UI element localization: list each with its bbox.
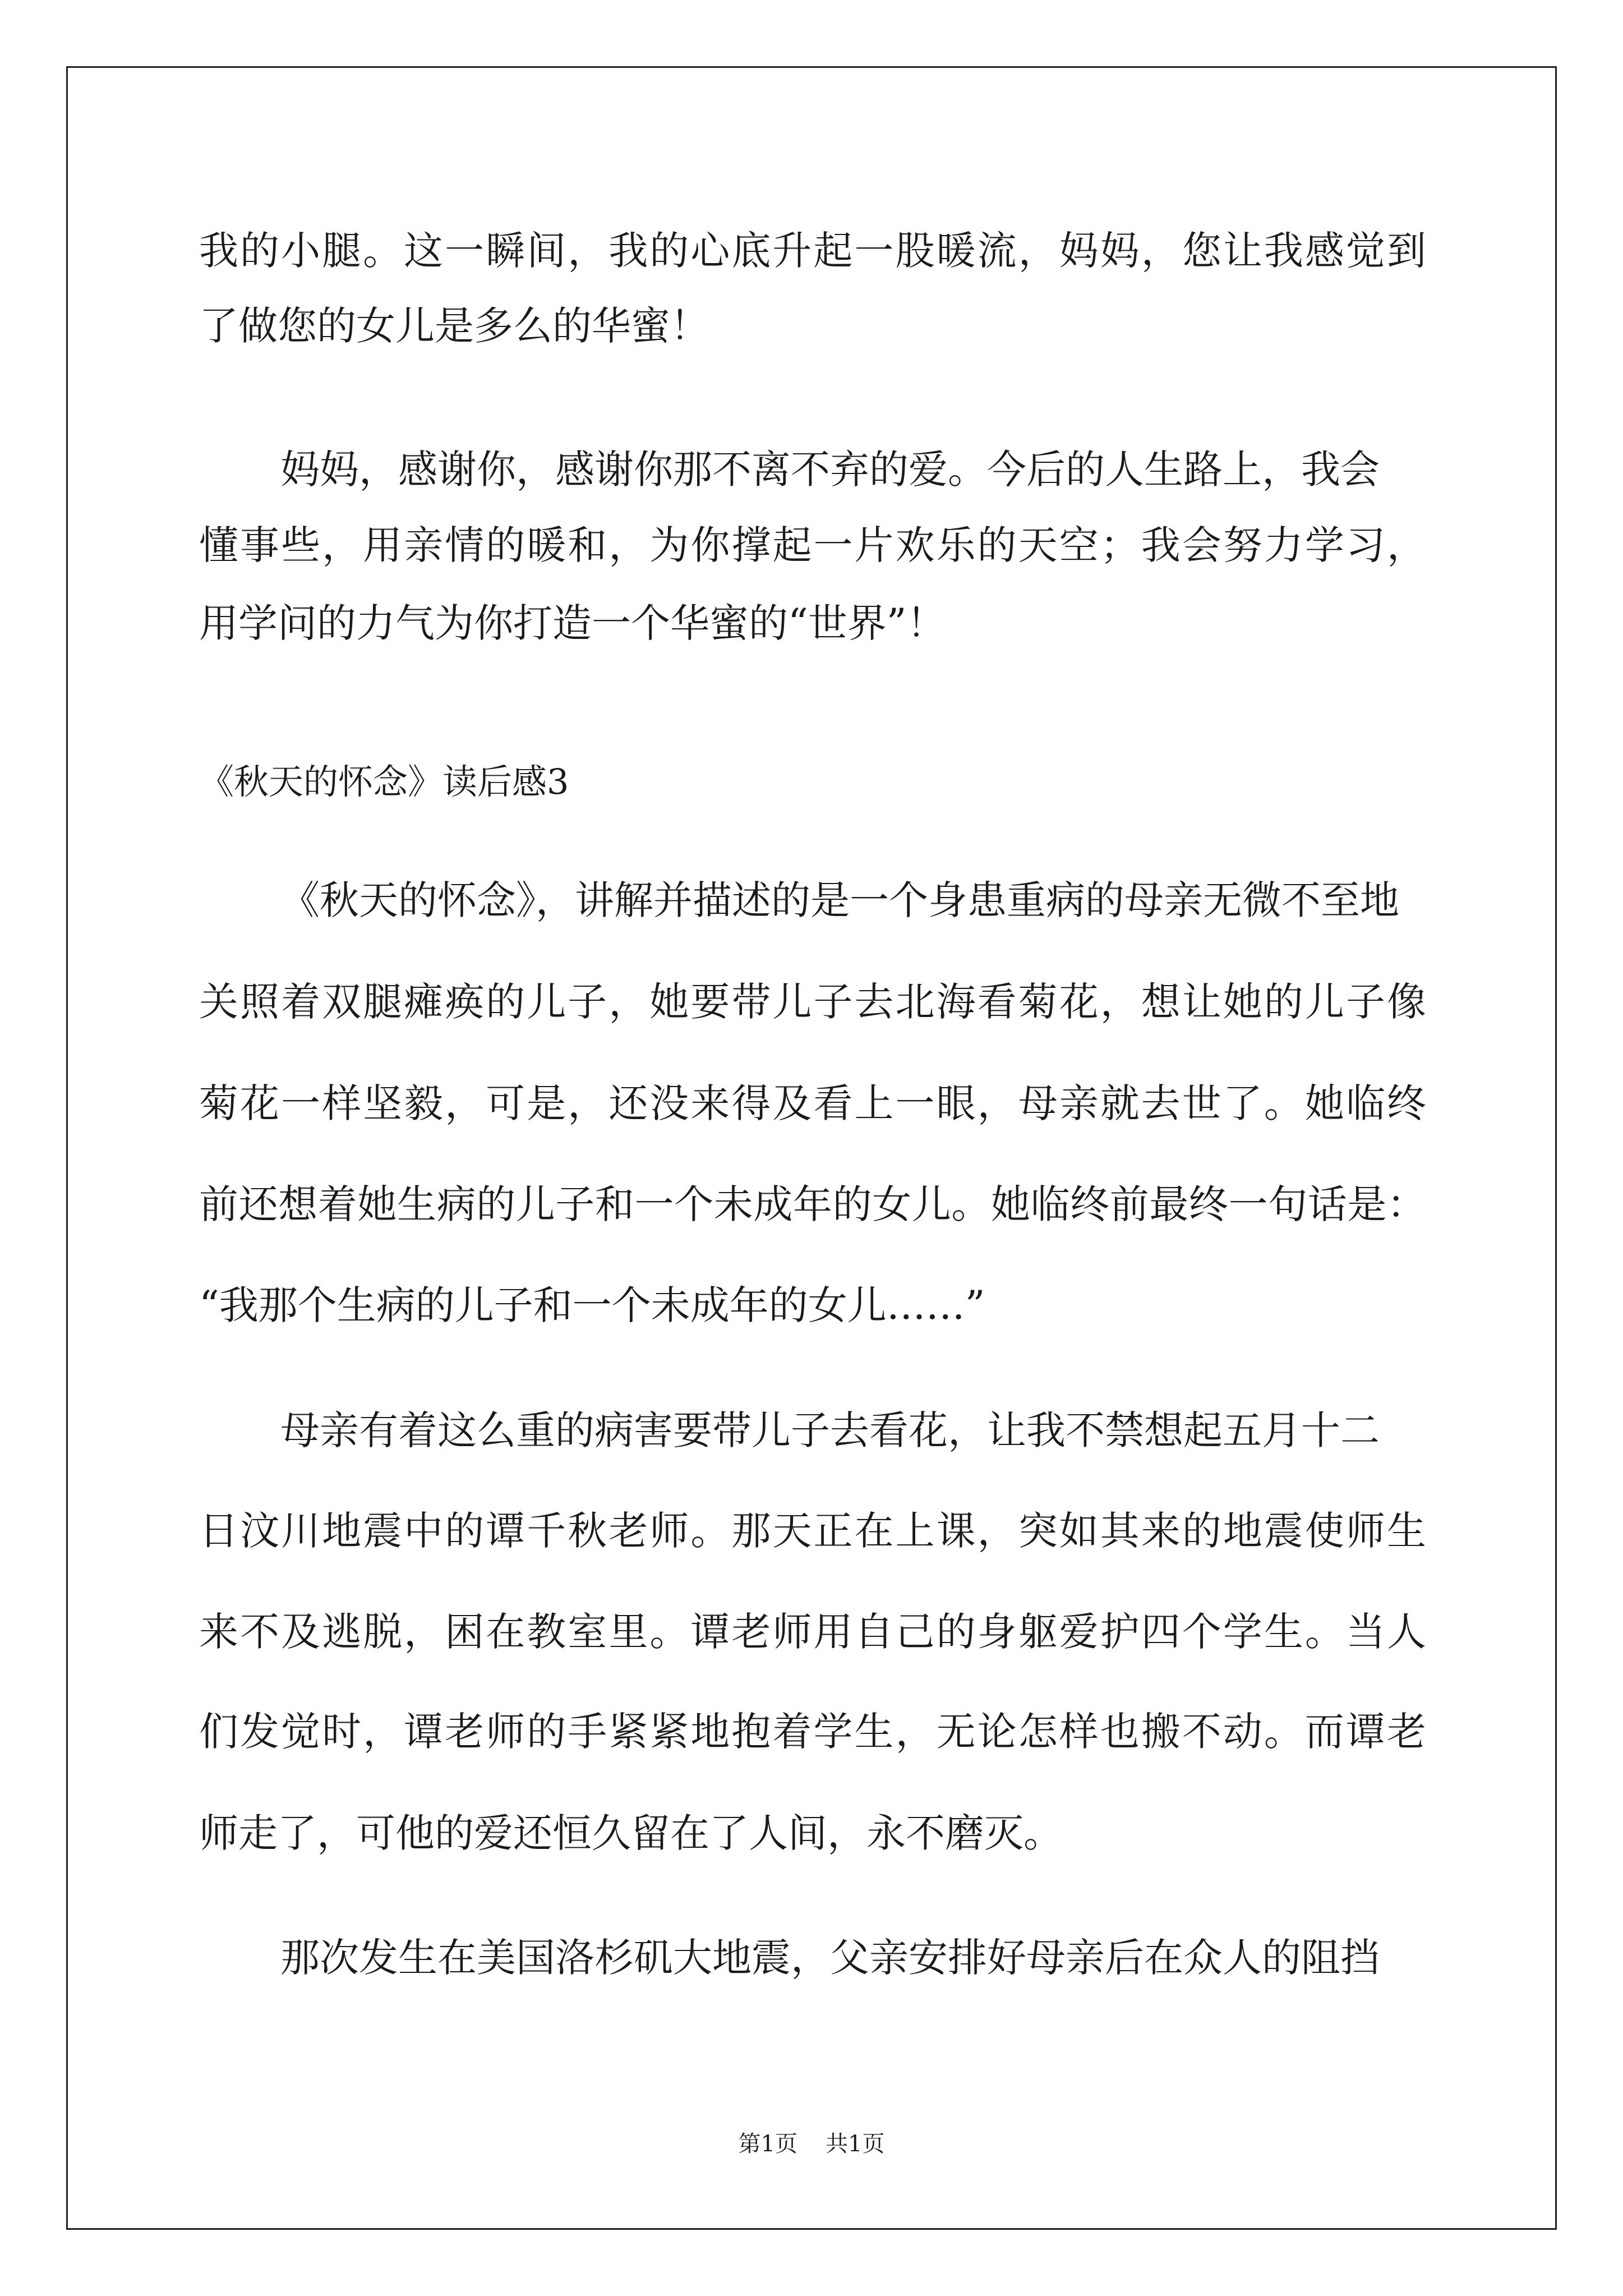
paragraph-line: 关照着双腿瘫痪的儿子，她要带儿子去北海看菊花，想让她的儿子像 [199,979,1426,1025]
paragraph-line: 前还想着她生病的儿子和一个未成年的女儿。她临终前最终一句话是： [199,1181,1426,1227]
page-number: 第1页 [738,2131,797,2157]
paragraph-line: “我那个生病的儿子和一个未成年的女儿……” [199,1282,985,1328]
paragraph-line: 菊花一样坚毅，可是，还没来得及看上一眼，母亲就去世了。她临终 [199,1080,1426,1126]
paragraph-line: 了做您的女儿是多么的华蜜！ [199,303,709,349]
paragraph-line: 日汶川地震中的谭千秋老师。那天正在上课，突如其来的地震使师生 [199,1508,1426,1554]
paragraph-line: 母亲有着这么重的病害要带儿子去看花，让我不禁想起五月十二 [280,1407,1380,1453]
paragraph-line: 们发觉时，谭老师的手紧紧地抱着学生，无论怎样也搬不动。而谭老 [199,1709,1426,1755]
paragraph-line: 懂事些，用亲情的暖和，为你撑起一片欢乐的天空；我会努力学习， [199,522,1426,568]
section-heading: 《秋天的怀念》读后感3 [199,761,569,802]
paragraph-line: 来不及逃脱，困在教室里。谭老师用自己的身躯爱护四个学生。当人 [199,1609,1426,1655]
paragraph-line: 师走了，可他的爱还恒久留在了人间，永不磨灭。 [199,1810,1063,1856]
page-border [66,66,1557,2230]
paragraph-line: 那次发生在美国洛杉矶大地震，父亲安排好母亲后在众人的阻挡 [280,1935,1380,1981]
page-footer [0,2133,1623,2155]
paragraph-line: 我的小腿。这一瞬间，我的心底升起一股暖流，妈妈，您让我感觉到 [199,228,1426,274]
paragraph-line: 《秋天的怀念》，讲解并描述的是一个身患重病的母亲无微不至地 [280,877,1399,923]
paragraph-line: 妈妈，感谢你，感谢你那不离不弃的爱。今后的人生路上，我会 [280,447,1380,493]
paragraph-line: 用学问的力气为你打造一个华蜜的“世界”！ [199,600,946,646]
page-total: 共1页 [826,2131,885,2157]
